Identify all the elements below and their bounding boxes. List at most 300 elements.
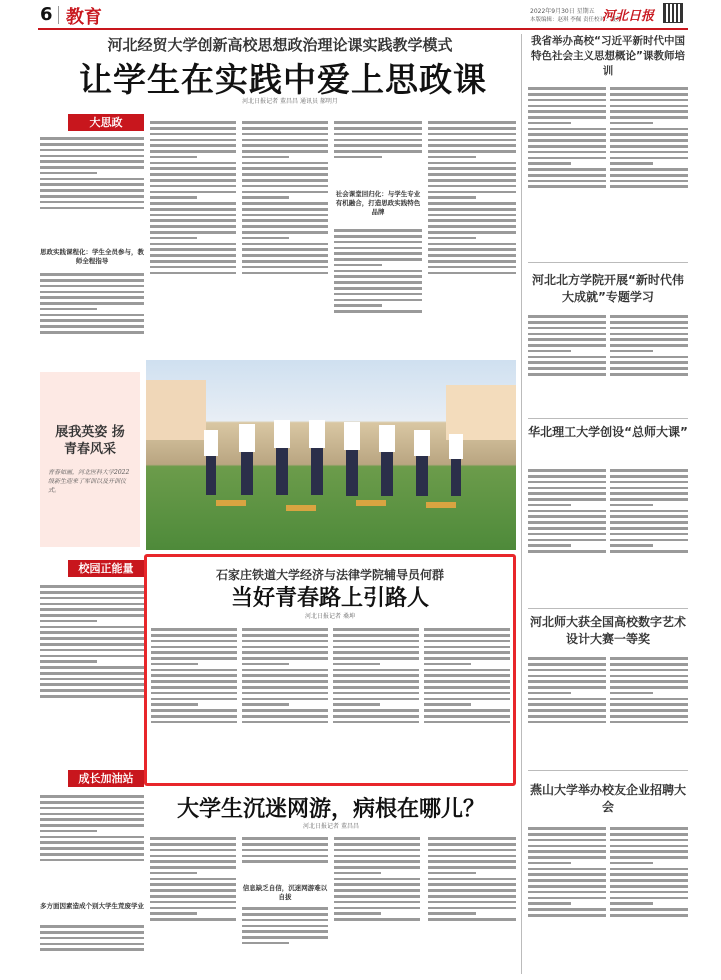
text-line <box>334 883 420 886</box>
text-line <box>424 646 510 649</box>
text-line <box>40 643 144 646</box>
text-line <box>610 321 688 324</box>
text-line <box>151 628 237 631</box>
text-line <box>334 127 422 130</box>
text-line <box>242 156 289 159</box>
text-line <box>333 686 419 689</box>
section-tag-big-ideology: 大思政 <box>68 114 144 131</box>
text-line <box>424 698 510 701</box>
text-line <box>150 173 236 176</box>
text-line <box>428 889 516 892</box>
text-line <box>428 121 516 124</box>
text-line <box>40 660 97 663</box>
text-line <box>610 487 688 490</box>
text-line <box>242 121 328 124</box>
sidebar-title-2: 河北北方学院开展“新时代伟大成就”专题学习 <box>532 273 684 304</box>
text-line <box>150 878 236 881</box>
text-line <box>610 527 688 530</box>
text-line <box>610 99 688 102</box>
text-line <box>151 663 198 666</box>
text-line <box>333 698 419 701</box>
text-line <box>528 481 606 484</box>
text-line <box>528 469 606 472</box>
text-line <box>428 907 516 910</box>
highlight-col-1 <box>151 625 237 779</box>
sidebar-body-2a <box>528 312 606 412</box>
text-line <box>610 715 688 718</box>
text-line <box>150 895 236 898</box>
text-line <box>150 208 236 211</box>
text-line <box>242 208 328 211</box>
body-column-1b <box>40 270 144 370</box>
text-line <box>528 162 571 165</box>
text-line <box>528 151 606 154</box>
text-line <box>610 908 688 911</box>
text-line <box>610 902 653 905</box>
text-line <box>610 367 688 370</box>
text-line <box>528 157 606 160</box>
subhead-2: 社会课堂回归化：与学生专业有机融合，打造思政实践特色品牌 <box>335 190 421 216</box>
text-line <box>610 891 688 894</box>
text-line <box>150 872 197 875</box>
text-line <box>334 918 420 921</box>
text-line <box>528 145 606 148</box>
text-line <box>610 675 688 678</box>
text-line <box>150 243 236 246</box>
text-line <box>610 128 688 131</box>
text-line <box>40 285 144 288</box>
text-line <box>242 266 328 269</box>
text-line <box>528 897 606 900</box>
text-line <box>333 674 419 677</box>
bottom-col-2b <box>242 904 328 974</box>
text-line <box>242 139 328 142</box>
text-line <box>40 859 144 862</box>
text-line <box>610 105 688 108</box>
text-line <box>242 930 328 933</box>
text-line <box>528 333 606 336</box>
subhead-1: 思政实践课程化：学生全员参与，教师全程指导 <box>40 248 144 265</box>
text-line <box>610 373 688 376</box>
text-line <box>333 646 419 649</box>
bottom-subhead-1: 信息缺乏自信，沉迷网游难以自拔 <box>242 884 328 901</box>
text-line <box>424 674 510 677</box>
body-column-1a <box>40 134 144 254</box>
text-line <box>40 603 144 606</box>
text-line <box>424 721 510 724</box>
text-line <box>150 214 236 217</box>
text-line <box>242 144 328 147</box>
text-line <box>150 855 236 858</box>
text-line <box>40 795 144 798</box>
text-line <box>528 185 606 188</box>
text-line <box>333 715 419 718</box>
military-training-photo <box>146 360 516 550</box>
text-line <box>333 669 419 672</box>
text-line <box>150 127 236 130</box>
text-line <box>242 709 328 712</box>
text-line <box>428 202 516 205</box>
text-line <box>428 901 516 904</box>
text-line <box>428 231 516 234</box>
text-line <box>528 510 606 513</box>
text-line <box>610 515 688 518</box>
text-line <box>334 241 422 244</box>
text-line <box>151 698 237 701</box>
text-line <box>610 87 688 90</box>
text-line <box>334 156 382 159</box>
text-line <box>333 651 419 654</box>
masthead <box>0 0 721 28</box>
highlight-box <box>144 554 516 786</box>
text-line <box>610 698 688 701</box>
editors-line: 本版编辑：赵琪 李佩 责任校对：聂芳 <box>530 17 622 23</box>
text-line <box>528 373 606 376</box>
text-line <box>428 254 516 257</box>
text-line <box>40 853 144 856</box>
text-line <box>610 868 688 871</box>
text-line <box>334 895 420 898</box>
text-line <box>428 150 516 153</box>
text-line <box>424 686 510 689</box>
text-line <box>528 850 606 853</box>
growth-column-b <box>40 922 144 974</box>
text-line <box>528 533 606 536</box>
text-line <box>610 692 653 695</box>
bottom-story-title: 大学生沉迷网游，病根在哪儿？ <box>176 797 485 822</box>
text-line <box>242 855 328 858</box>
text-line <box>40 943 144 946</box>
sidebar-divider-4 <box>528 770 688 771</box>
body-column-5 <box>428 118 516 363</box>
highlight-byline: 河北日报记者 桑坤 <box>305 613 355 620</box>
text-line <box>610 897 688 900</box>
text-line <box>528 133 606 136</box>
body-column-2 <box>150 118 236 363</box>
text-line <box>528 550 606 553</box>
growth-column-a <box>40 792 144 902</box>
text-line <box>610 469 688 472</box>
text-line <box>40 836 144 839</box>
text-line <box>334 837 420 840</box>
text-line <box>40 841 144 844</box>
sidebar-body-1a <box>528 84 606 254</box>
masthead-rule <box>38 28 688 30</box>
text-line <box>610 139 688 142</box>
text-line <box>428 837 516 840</box>
text-line <box>40 637 144 640</box>
text-line <box>242 191 328 194</box>
text-line <box>242 692 328 695</box>
highlight-title: 当好青春路上引路人 <box>230 586 429 611</box>
text-line <box>610 914 688 917</box>
text-line <box>150 849 236 852</box>
text-line <box>40 189 144 192</box>
text-line <box>40 695 144 698</box>
text-line <box>528 868 606 871</box>
text-line <box>242 913 328 916</box>
text-line <box>528 338 606 341</box>
text-line <box>610 669 688 672</box>
text-line <box>428 243 516 246</box>
text-line <box>528 344 606 347</box>
text-line <box>150 196 197 199</box>
section-tag-campus-energy: 校园正能量 <box>68 560 144 577</box>
qr-code-icon <box>664 4 682 22</box>
text-line <box>150 202 236 205</box>
text-line <box>610 116 688 119</box>
text-line <box>610 333 688 336</box>
text-line <box>528 122 571 125</box>
text-line <box>424 692 510 695</box>
text-line <box>424 663 471 666</box>
text-line <box>428 144 516 147</box>
text-line <box>428 156 476 159</box>
text-line <box>40 166 144 169</box>
text-line <box>40 273 144 276</box>
text-line <box>528 709 606 712</box>
text-line <box>610 510 688 513</box>
text-line <box>528 845 606 848</box>
text-line <box>40 801 144 804</box>
text-line <box>40 178 144 181</box>
text-line <box>528 669 606 672</box>
highlight-kicker: 石家庄铁道大学经济与法律学院辅导员何群 <box>215 568 444 582</box>
text-line <box>528 839 606 842</box>
text-line <box>242 272 328 275</box>
text-line <box>242 925 328 928</box>
text-line <box>528 487 606 490</box>
text-line <box>40 813 144 816</box>
text-line <box>610 873 688 876</box>
text-line <box>334 275 422 278</box>
text-line <box>242 219 328 222</box>
text-line <box>242 231 328 234</box>
text-line <box>424 715 510 718</box>
text-line <box>428 237 476 240</box>
sidebar-body-3a <box>528 466 606 601</box>
text-line <box>242 133 328 136</box>
text-line <box>150 237 197 240</box>
text-line <box>242 674 328 677</box>
divider <box>58 6 59 24</box>
text-line <box>242 628 328 631</box>
text-line <box>334 252 422 255</box>
text-line <box>333 657 419 660</box>
text-line <box>610 533 688 536</box>
text-line <box>242 680 328 683</box>
text-line <box>610 686 688 689</box>
text-line <box>242 849 328 852</box>
text-line <box>528 93 606 96</box>
text-line <box>528 139 606 142</box>
text-line <box>528 833 606 836</box>
text-line <box>428 225 516 228</box>
feature-title: 展我英姿 扬青春风采 <box>55 425 125 457</box>
sidebar-title-5: 燕山大学举办校友企业招聘大会 <box>529 783 686 814</box>
text-line <box>242 248 328 251</box>
text-line <box>528 686 606 689</box>
text-line <box>151 674 237 677</box>
text-line <box>242 254 328 257</box>
top-story-title: 让学生在实践中爱上思政课 <box>79 60 487 99</box>
text-line <box>242 936 328 939</box>
text-line <box>334 304 382 307</box>
text-line <box>40 585 144 588</box>
text-line <box>528 128 606 131</box>
text-line <box>150 889 236 892</box>
text-line <box>528 544 571 547</box>
text-line <box>528 110 606 113</box>
text-line <box>242 640 328 643</box>
text-line <box>151 715 237 718</box>
text-line <box>528 891 606 894</box>
text-line <box>150 167 236 170</box>
text-line <box>528 180 606 183</box>
text-line <box>428 266 516 269</box>
sidebar-body-1b <box>610 84 688 254</box>
text-line <box>528 657 606 660</box>
text-line <box>610 492 688 495</box>
text-line <box>40 201 144 204</box>
text-line <box>40 620 97 623</box>
text-line <box>610 122 653 125</box>
text-line <box>151 721 237 724</box>
top-story-byline: 河北日报记者 董昌昌 通讯员 郝明月 <box>242 98 338 105</box>
text-line <box>40 308 97 311</box>
text-line <box>40 626 144 629</box>
text-line <box>428 196 476 199</box>
body-column-4b <box>334 226 422 363</box>
sidebar-body-5a <box>528 824 606 974</box>
text-line <box>428 179 516 182</box>
text-line <box>610 174 688 177</box>
sidebar-divider-3 <box>528 608 688 609</box>
body-column-4 <box>334 118 422 188</box>
text-line <box>150 843 236 846</box>
text-line <box>150 918 236 921</box>
text-line <box>610 885 688 888</box>
text-line <box>242 196 289 199</box>
text-line <box>528 521 606 524</box>
text-line <box>334 281 422 284</box>
text-line <box>150 254 236 257</box>
bottom-col-1 <box>150 834 236 974</box>
text-line <box>334 139 422 142</box>
text-line <box>40 149 144 152</box>
text-line <box>40 655 144 658</box>
text-line <box>334 855 420 858</box>
text-line <box>610 833 688 836</box>
text-line <box>610 721 688 724</box>
text-line <box>424 703 471 706</box>
text-line <box>151 680 237 683</box>
text-line <box>334 889 420 892</box>
text-line <box>242 942 289 945</box>
text-line <box>610 93 688 96</box>
text-line <box>151 686 237 689</box>
text-line <box>242 150 328 153</box>
text-line <box>528 692 571 695</box>
text-line <box>151 703 198 706</box>
text-line <box>610 498 688 501</box>
text-line <box>333 680 419 683</box>
text-line <box>242 686 328 689</box>
text-line <box>610 344 688 347</box>
text-line <box>610 145 688 148</box>
text-line <box>242 715 328 718</box>
text-line <box>528 721 606 724</box>
text-line <box>242 260 328 263</box>
text-line <box>428 191 516 194</box>
text-line <box>150 179 236 182</box>
text-line <box>610 475 688 478</box>
text-line <box>242 907 328 910</box>
text-line <box>428 219 516 222</box>
page-number: 6 <box>40 4 53 25</box>
section-tag-growth: 成长加油站 <box>68 770 144 787</box>
text-line <box>242 657 328 660</box>
text-line <box>424 709 510 712</box>
text-line <box>150 162 236 165</box>
campus-column <box>40 582 144 762</box>
text-line <box>528 914 606 917</box>
text-line <box>40 689 144 692</box>
text-line <box>528 885 606 888</box>
text-line <box>40 672 144 675</box>
text-line <box>528 856 606 859</box>
text-line <box>150 860 236 863</box>
text-line <box>242 651 328 654</box>
text-line <box>334 878 420 881</box>
text-line <box>40 195 144 198</box>
text-line <box>150 907 236 910</box>
text-line <box>424 628 510 631</box>
bottom-col-2a <box>242 834 328 882</box>
text-line <box>150 219 236 222</box>
text-line <box>242 179 328 182</box>
text-line <box>334 264 382 267</box>
text-line <box>334 901 420 904</box>
text-line <box>150 150 236 153</box>
text-line <box>528 873 606 876</box>
text-line <box>40 608 144 611</box>
text-line <box>242 202 328 205</box>
text-line <box>242 698 328 701</box>
text-line <box>242 721 328 724</box>
text-line <box>151 646 237 649</box>
text-line <box>150 266 236 269</box>
text-line <box>528 321 606 324</box>
text-line <box>428 248 516 251</box>
text-line <box>528 715 606 718</box>
text-line <box>40 925 144 928</box>
sidebar-body-3b <box>610 466 688 601</box>
text-line <box>428 849 516 852</box>
text-line <box>334 912 381 915</box>
text-line <box>428 260 516 263</box>
bottom-col-4 <box>428 834 516 974</box>
text-line <box>334 843 420 846</box>
text-line <box>242 225 328 228</box>
text-line <box>610 845 688 848</box>
text-line <box>242 185 328 188</box>
text-line <box>610 657 688 660</box>
text-line <box>40 172 97 175</box>
text-line <box>242 919 328 922</box>
text-line <box>610 133 688 136</box>
text-line <box>610 110 688 113</box>
